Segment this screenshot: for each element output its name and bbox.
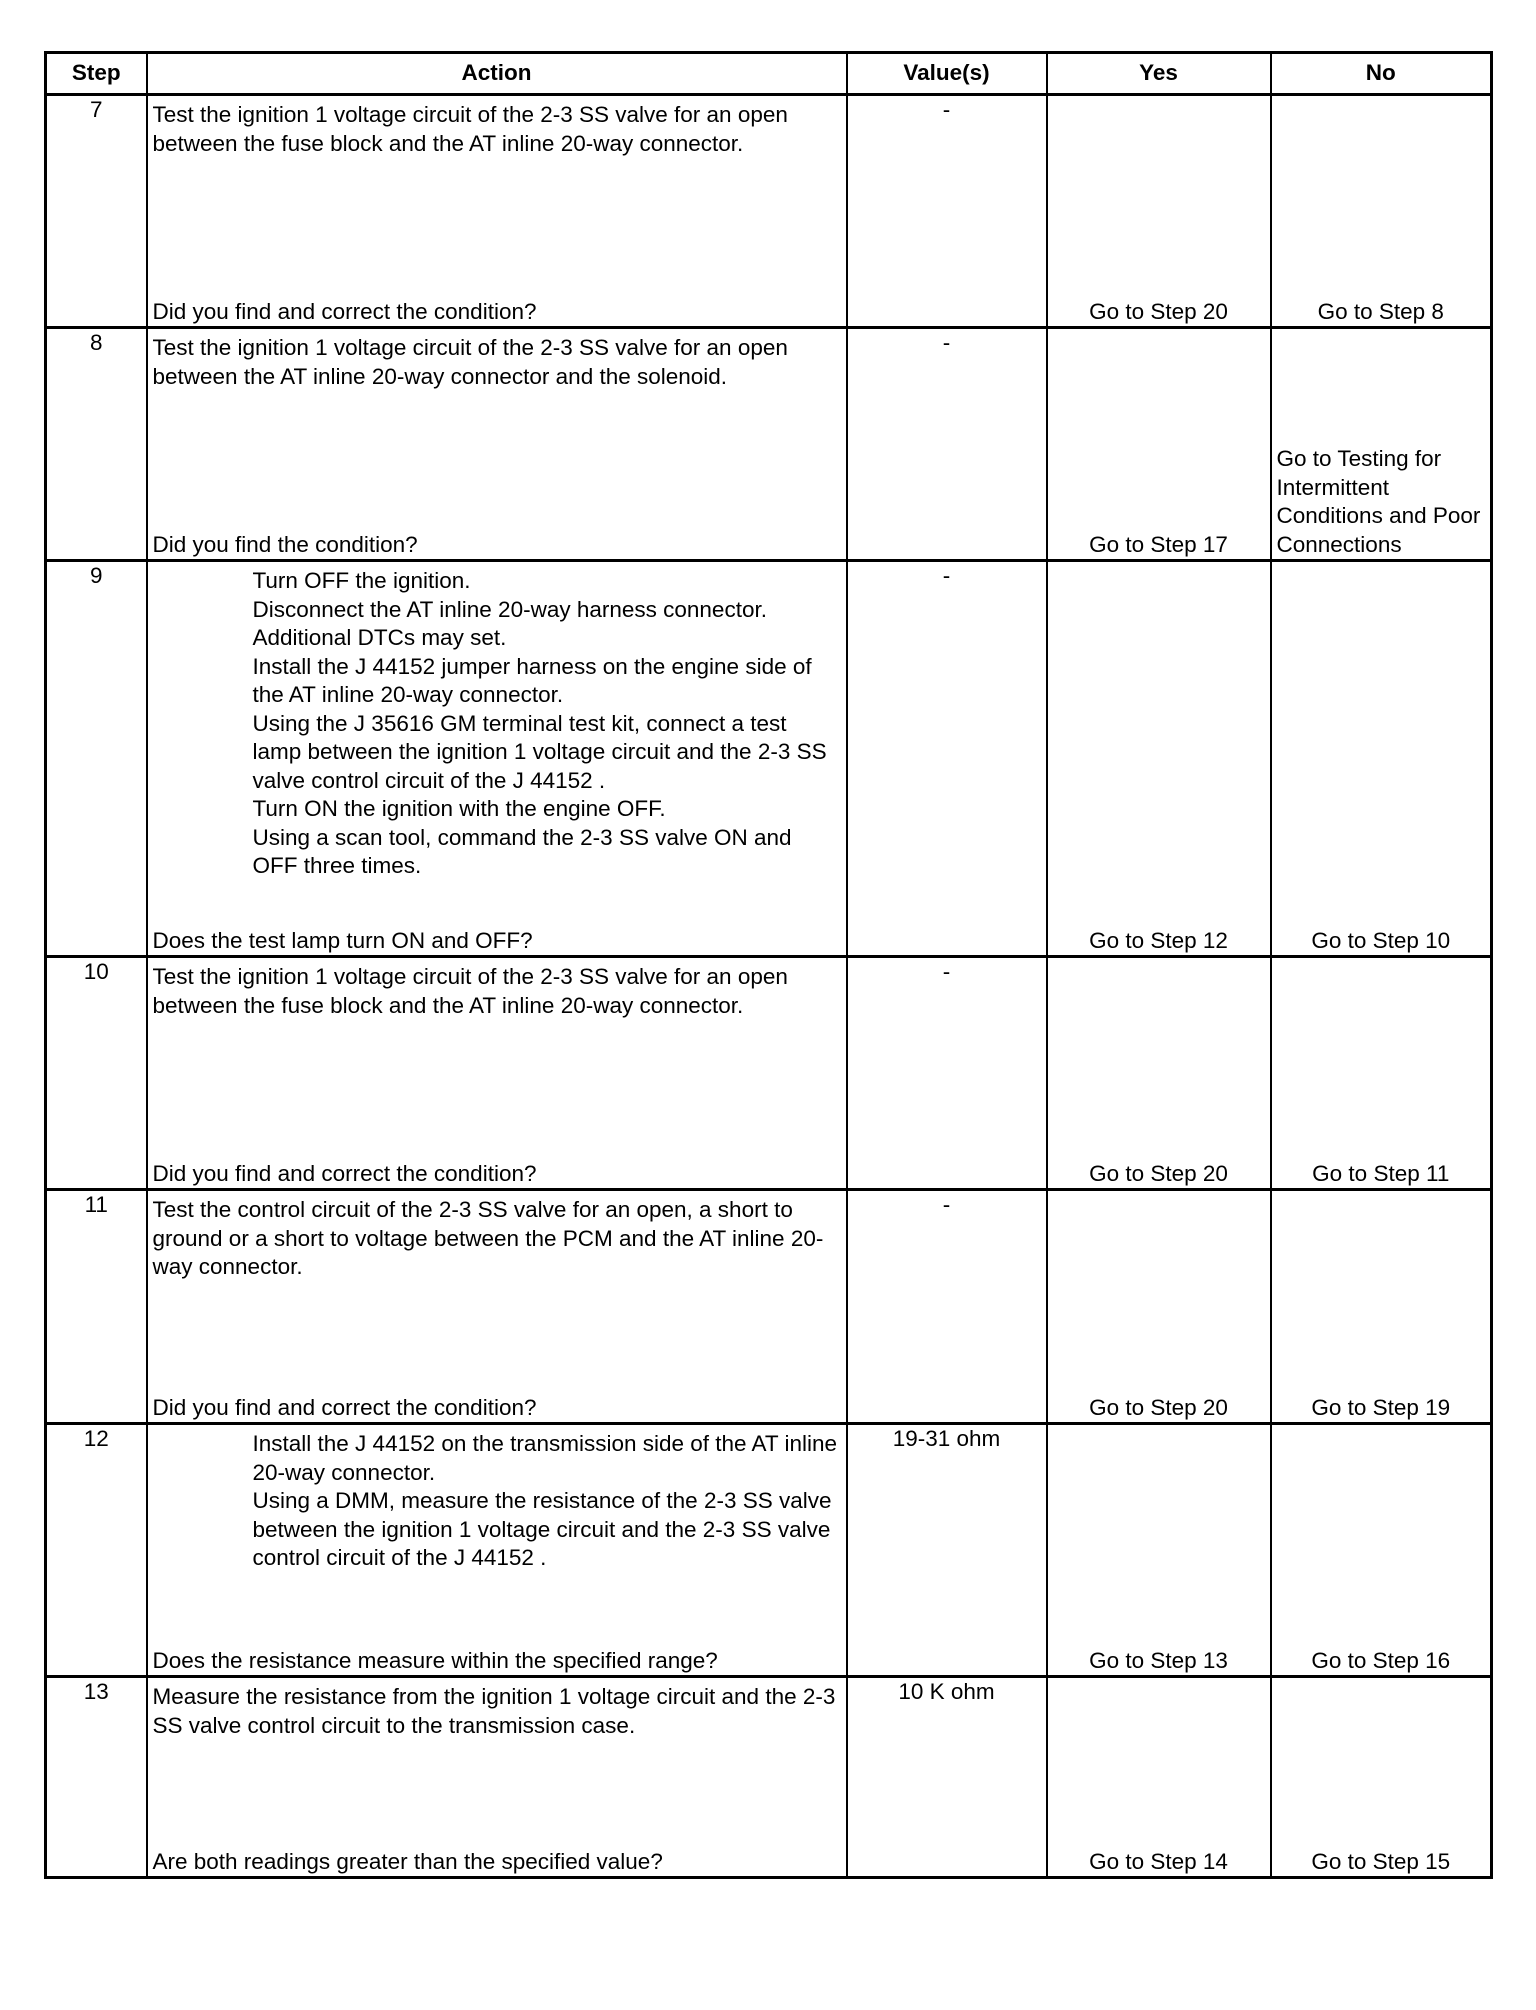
action-list-item: Turn ON the ignition with the engine OFF. <box>252 796 666 821</box>
no-link[interactable]: Go to Step 16 <box>1311 1647 1451 1673</box>
action-text: Test the ignition 1 voltage circuit of the 2-3 SS valve for an open between the AT inline 20-way connector and the solenoid. <box>152 335 788 389</box>
table-row <box>46 1424 1492 1677</box>
table-row <box>46 1190 1492 1424</box>
table-row <box>46 95 1492 328</box>
table-row <box>46 1677 1492 1878</box>
table-row <box>46 957 1492 1190</box>
action-list-item: Turn OFF the ignition. <box>252 568 471 593</box>
action-cell <box>147 95 847 328</box>
action-list-item: Install the J 44152 on the transmission side of the AT inline 20-way connector. <box>252 1431 838 1485</box>
action-text: Test the ignition 1 voltage circuit of the 2-3 SS valve for an open between the fuse block and the AT inline 20-way connector. <box>152 102 788 156</box>
header-yes: Yes <box>1047 53 1271 95</box>
step-number: 12 <box>46 1424 147 1677</box>
no-cell <box>1271 1424 1492 1677</box>
action-text: Test the control circuit of the 2-3 SS valve for an open, a short to ground or a short to voltage between the PCM and the AT inline 20-way connector. <box>152 1197 824 1279</box>
action-list-item: Using a scan tool, command the 2-3 SS valve ON and OFF three times. <box>252 824 792 878</box>
header-values: Value(s) <box>847 53 1047 95</box>
step-number: 10 <box>46 957 147 1190</box>
value-cell: 10 K ohm <box>847 1677 1047 1878</box>
diagnostic-table <box>44 51 1493 1879</box>
yes-cell <box>1047 328 1271 561</box>
yes-link[interactable]: Go to Step 20 <box>1089 298 1228 324</box>
action-list-item: Using a DMM, measure the resistance of the 2-3 SS valve between the ignition 1 voltage circuit and the 2-3 SS valve control circuit of the J 44152 . <box>252 1488 832 1570</box>
value-cell: - <box>847 1190 1047 1424</box>
yes-link[interactable]: Go to Step 13 <box>1089 1647 1228 1673</box>
step-number: 8 <box>46 328 147 561</box>
no-cell <box>1271 95 1492 328</box>
action-question: Are both readings greater than the specified value? <box>152 1848 663 1874</box>
table-row <box>46 561 1492 957</box>
action-question: Does the resistance measure within the specified range? <box>152 1647 718 1673</box>
no-link[interactable]: Go to Step 15 <box>1311 1848 1451 1874</box>
no-cell <box>1271 1190 1492 1424</box>
action-cell <box>147 328 847 561</box>
no-link[interactable]: Go to Step 19 <box>1311 1394 1451 1420</box>
action-list <box>148 1425 846 1573</box>
no-cell <box>1271 328 1492 561</box>
yes-cell <box>1047 957 1271 1190</box>
value-cell: - <box>847 95 1047 328</box>
action-list-item: Disconnect the AT inline 20-way harness connector. Additional DTCs may set. <box>252 596 767 650</box>
value-cell: 19-31 ohm <box>847 1424 1047 1677</box>
no-cell <box>1271 957 1492 1190</box>
action-cell <box>147 1190 847 1424</box>
step-number: 9 <box>46 561 147 957</box>
header-no: No <box>1271 53 1492 95</box>
action-cell <box>147 561 847 957</box>
action-question: Did you find the condition? <box>152 531 418 557</box>
step-number: 11 <box>46 1190 147 1424</box>
no-link[interactable]: Go to Step 10 <box>1311 927 1451 953</box>
step-number: 13 <box>46 1677 147 1878</box>
action-cell <box>147 957 847 1190</box>
action-cell <box>147 1424 847 1677</box>
action-question: Did you find and correct the condition? <box>152 1160 537 1186</box>
value-cell: - <box>847 561 1047 957</box>
step-number: 7 <box>46 95 147 328</box>
action-question: Does the test lamp turn ON and OFF? <box>152 927 533 953</box>
action-list-item: Using the J 35616 GM terminal test kit, connect a test lamp between the ignition 1 voltage circuit and the 2-3 SS valve control circuit of the J 44152 . <box>252 710 827 793</box>
action-text: Test the ignition 1 voltage circuit of the 2-3 SS valve for an open between the fuse block and the AT inline 20-way connector. <box>152 964 788 1018</box>
action-cell <box>147 1677 847 1878</box>
yes-link[interactable]: Go to Step 20 <box>1089 1160 1228 1186</box>
action-question: Did you find and correct the condition? <box>152 298 537 324</box>
yes-link[interactable]: Go to Step 12 <box>1089 927 1228 953</box>
value-cell: - <box>847 957 1047 1190</box>
header-step: Step <box>46 53 147 95</box>
action-text: Measure the resistance from the ignition 1 voltage circuit and the 2-3 SS valve control circuit to the transmission case. <box>152 1684 836 1738</box>
yes-cell <box>1047 561 1271 957</box>
yes-link[interactable]: Go to Step 20 <box>1089 1394 1228 1420</box>
no-cell <box>1271 561 1492 957</box>
no-link[interactable]: Go to Step 11 <box>1312 1160 1450 1186</box>
header-action: Action <box>147 53 847 95</box>
yes-cell <box>1047 1424 1271 1677</box>
header-row <box>46 53 1492 95</box>
yes-cell <box>1047 1677 1271 1878</box>
action-question: Did you find and correct the condition? <box>152 1394 537 1420</box>
action-list-item: Install the J 44152 jumper harness on the engine side of the AT inline 20-way connector. <box>252 653 812 707</box>
yes-cell <box>1047 1190 1271 1424</box>
no-link[interactable]: Go to Step 8 <box>1317 298 1444 324</box>
value-cell: - <box>847 328 1047 561</box>
table-row <box>46 328 1492 561</box>
yes-link[interactable]: Go to Step 14 <box>1089 1848 1228 1874</box>
no-link[interactable]: Go to Testing for Intermittent Conditions and Poor Connections <box>1276 446 1481 557</box>
action-list <box>148 562 846 881</box>
yes-link[interactable]: Go to Step 17 <box>1089 531 1228 557</box>
no-cell <box>1271 1677 1492 1878</box>
yes-cell <box>1047 95 1271 328</box>
